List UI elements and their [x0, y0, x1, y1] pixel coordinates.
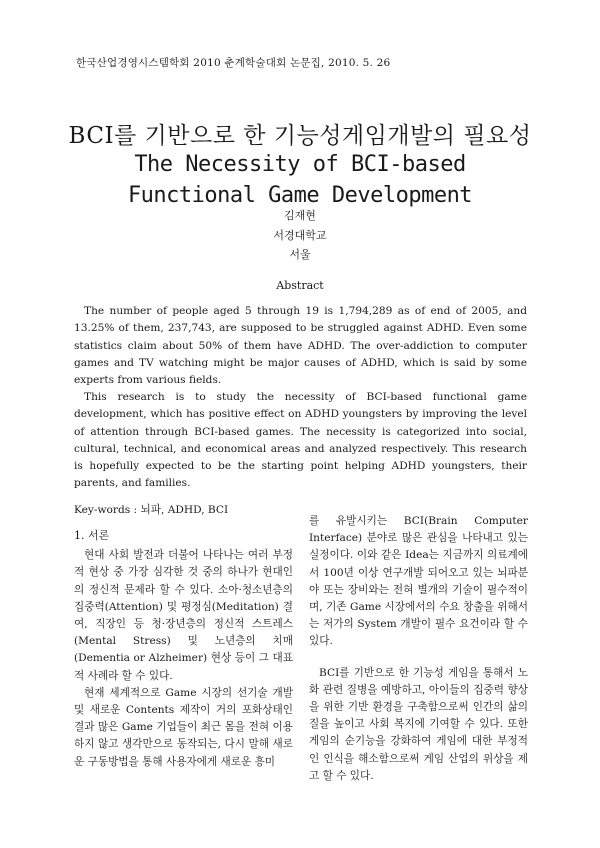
keywords: Key-words : 뇌파, ADHD, BCI	[74, 504, 229, 516]
body-paragraph: 현대 사회 발전과 더불어 나타나는 여러 부정적 현상 중 가장 심각한 것 중의 하나가 현대인의 정신적 문제라 할 수 있다. 소아·청소년층의 집중력(Attention) 및 평정심(Meditation) 결여, 직장인 등 청·장년층의 정신적 스트레스(Mental Stress) 및 노년층의 치매(Dementia or Alzheimer) 현상 등이 그 대표적 사례라 할 수 있다.	[74, 549, 293, 682]
body-paragraph: 현재 세계적으로 Game 시장의 선기술 개발 및 새로운 Contents 제작이 거의 포화상태인 결과 많은 Game 기업들이 최근 몸을 전혀 이용하지 않고 생각만으로 동작되는, 다시 말해 새로운 구동방법을 통해 사용자에게 새로운 흥미	[74, 686, 293, 768]
conference-header: 한국산업경영시스템학회 2010 춘계학술대회 논문집, 2010. 5. 26	[76, 57, 391, 69]
author-city: 서울	[289, 248, 311, 261]
title-english-line2: Functional Game Development	[127, 183, 473, 208]
abstract-heading: Abstract	[276, 279, 324, 292]
title-english-line1: The Necessity of BCI-based	[134, 152, 466, 177]
body-right-column	[309, 513, 528, 785]
abstract-paragraph-1: The number of people aged 5 through 19 is 1,794,289 as of end of 2005, and 13.25% of them, 237,743, are supposed to be struggled against ADHD. Even some statistics claim about 50% of them have ADHD. The over-addiction to computer games and TV watching might be major causes of ADHD, which is said by some experts from various fields.	[74, 305, 527, 387]
body-left-column	[74, 527, 293, 771]
title-korean: BCI를 기반으로 한 기능성게임개발의 필요성	[68, 123, 532, 149]
body-paragraph: BCI를 기반으로 한 기능성 게임을 통해서 노화 관련 질병을 예방하고, 아이들의 집중력 향상을 위한 기반 환경을 구축함으로써 인간의 삶의 질을 높이고 사회 복지에 기여할 수 있다. 또한 게임의 순기능을 강화하여 게임에 대한 부정적인 인식을 해소함으로써 게임 산업의 위상을 제고 할 수 있다.	[309, 666, 528, 782]
author-name: 김재현	[284, 209, 316, 222]
section-title-introduction: 1. 서론	[74, 529, 110, 542]
body-paragraph: 를 유발시키는 BCI(Brain Computer Interface) 분야로 많은 관심을 나타내고 있는 실정이다. 이와 같은 Idea는 지금까지 의료계에서 100년 이상 연구개발 되어오고 있는 뇌파분야 또는 장비와는 전혀 별개의 기술이 필수적이며, 기존 Game 시장에서의 수요 창출을 위해서는 저가의 System 개발이 필수 요건이라 할 수 있다.	[309, 515, 528, 648]
abstract-paragraph-2: This research is to study the necessity of BCI-based functional game development, which has positive effect on ADHD youngsters by improving the level of attention through BCI-based games. The necessity is categorized into social, cultural, technical, and economical areas and analyzed respectively. This research is hopefully expected to be the starting point helping ADHD youngsters, their parents, and families.	[74, 391, 527, 490]
author-affiliation: 서경대학교	[273, 229, 327, 242]
